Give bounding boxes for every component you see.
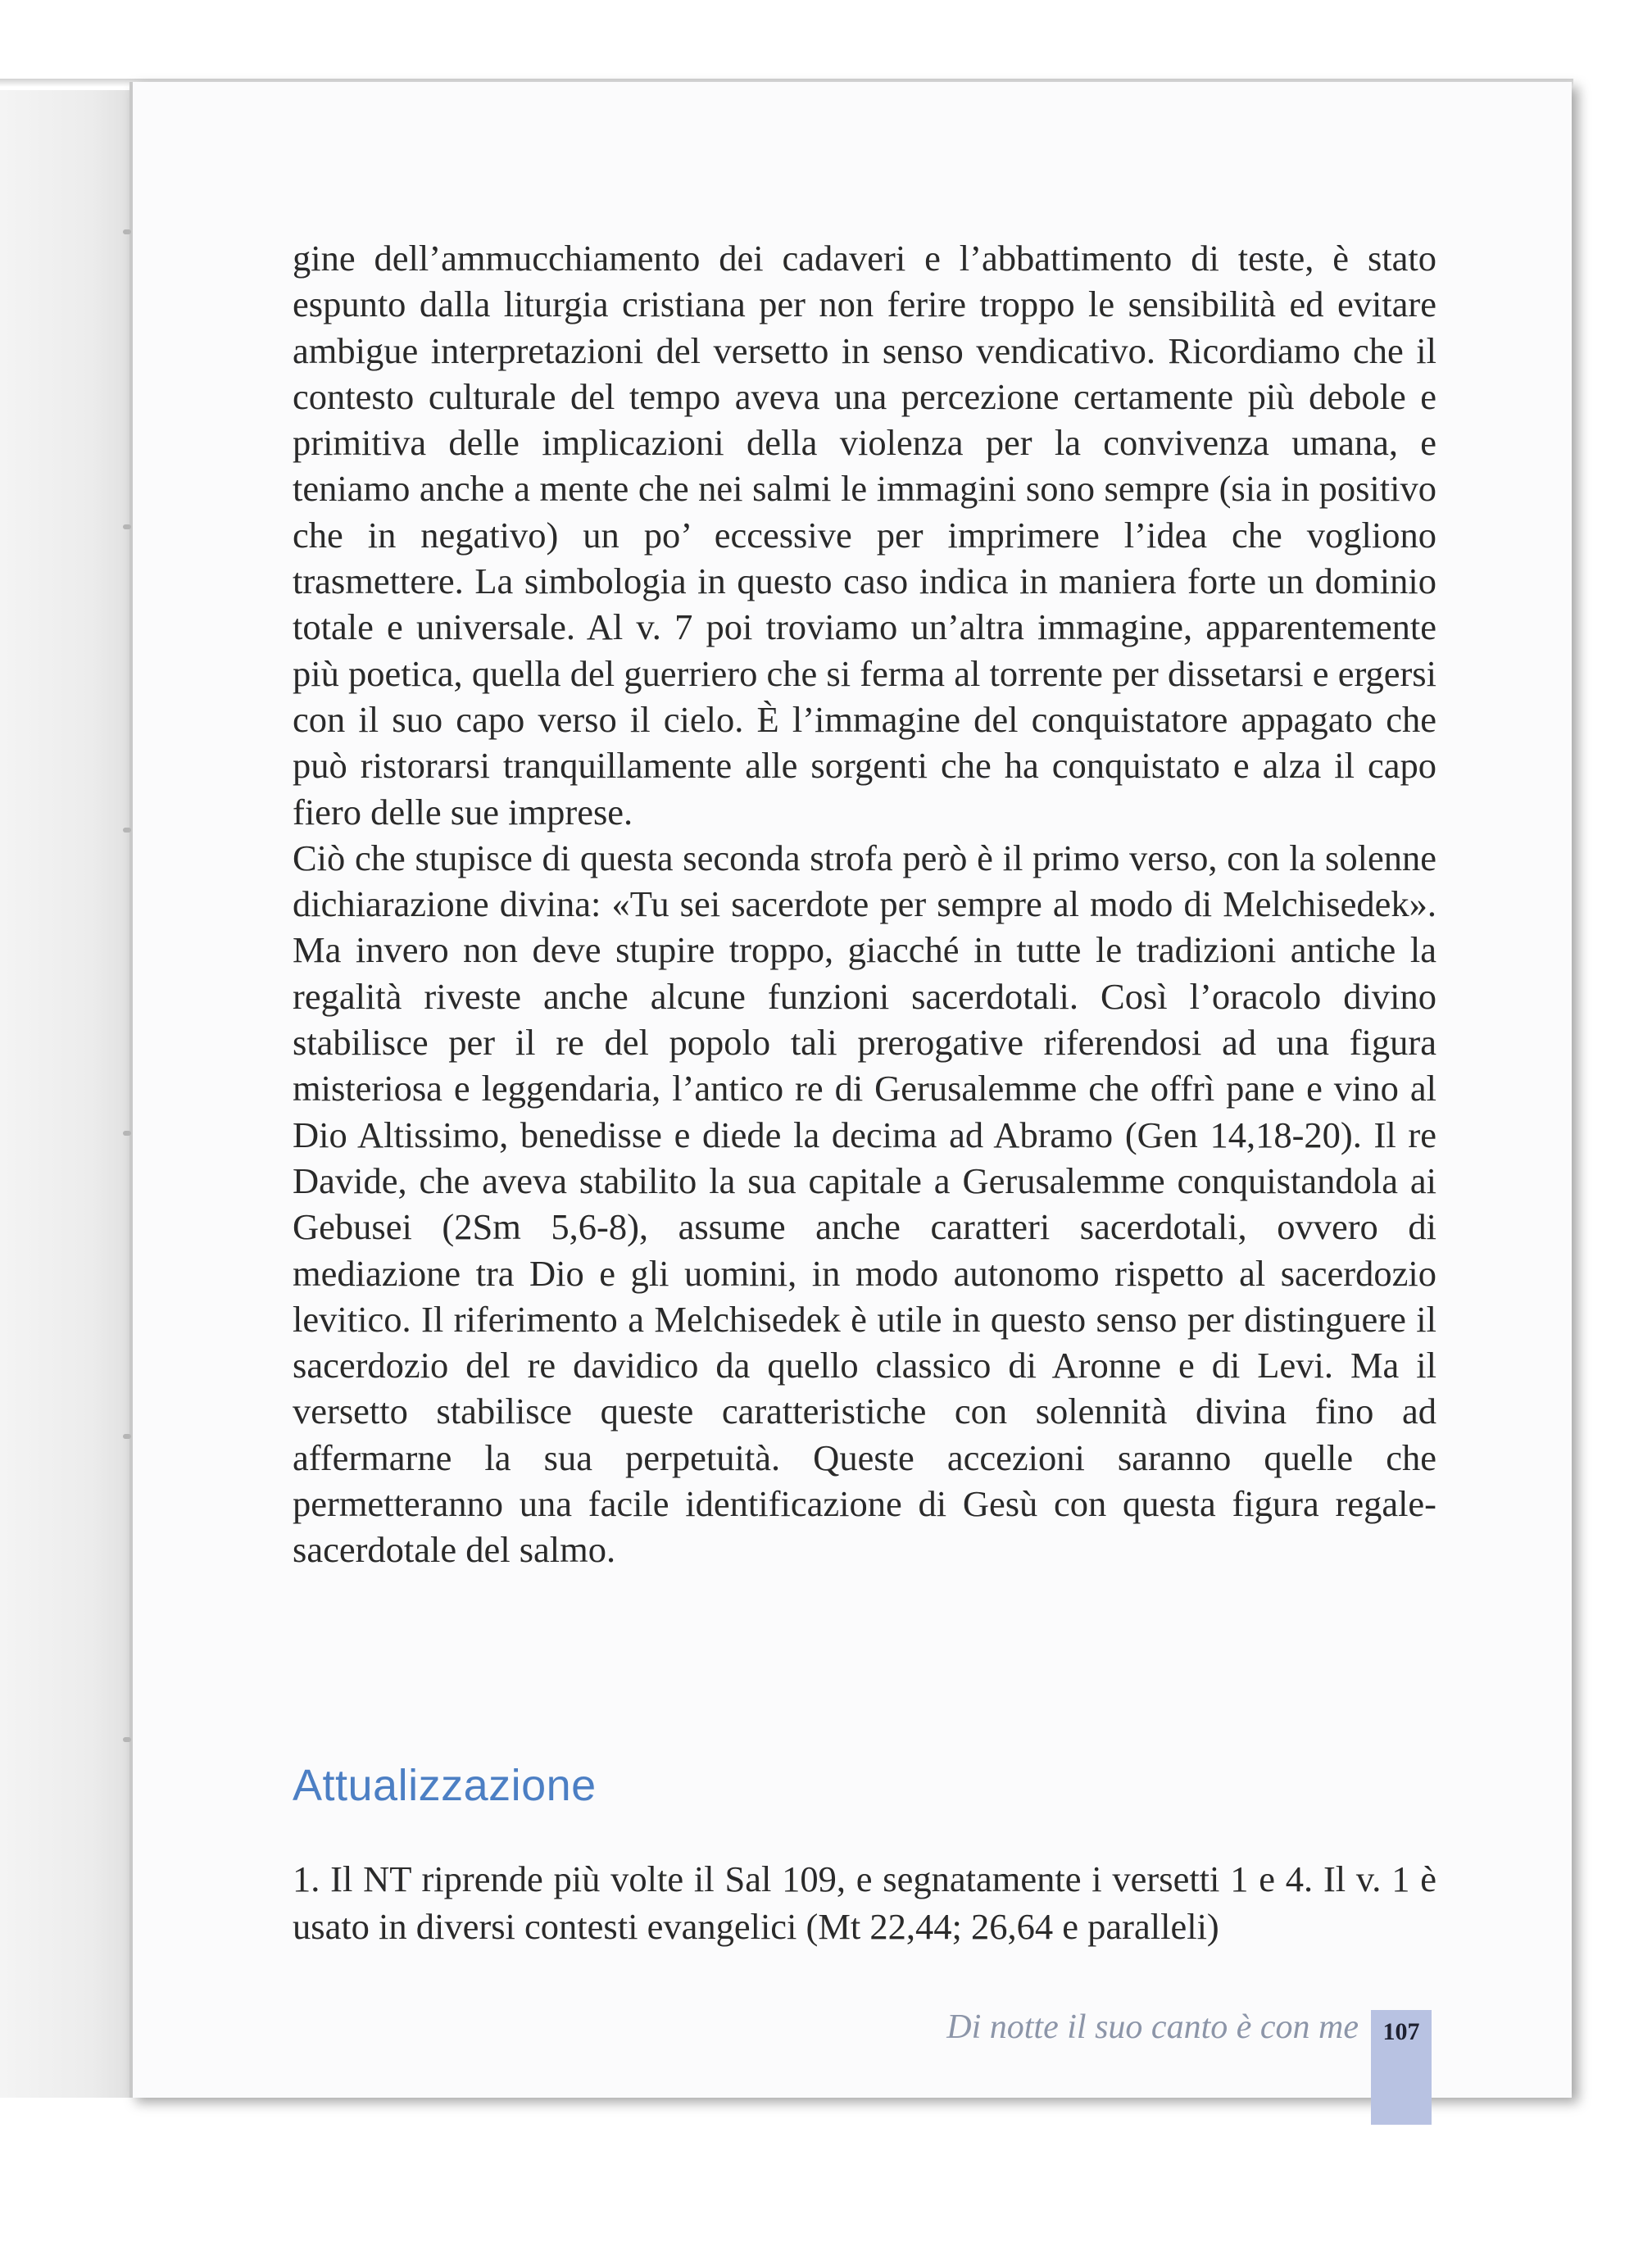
section-heading: Attualizzazione [293,1761,597,1810]
page-number: 107 [1382,2018,1420,2045]
binding-stitch [123,1434,131,1439]
section-paragraph-1: 1. Il NT riprende più volte il Sal 109, e segnatamente i versetti 1 e 4. Il v. 1 è usato in diversi contesti evangelici (Mt 22,44; 26,64 e paralleli) [293,1858,1436,1947]
body-text [293,235,1436,1573]
section-text [293,1855,1436,1950]
binding-stitch [123,1131,131,1136]
book-spine [129,82,133,2098]
running-title: Di notte il suo canto è con me [946,2008,1359,2046]
body-paragraph-1: gine dell’ammucchiamento dei cadaveri e l’abbattimento di teste, è stato espunto dalla liturgia cristiana per non ferire troppo le sensibilità ed evitare ambigue interpretazioni del versetto in senso vendicativo. Ricordiamo che il contesto culturale del tempo aveva una percezione certamente più debole e primitiva delle implicazioni della violenza per la convivenza umana, e teniamo anche a mente che nei salmi le immagini sono sempre (sia in positivo che in negativo) un po’ eccessive per imprimere l’idea che vogliono trasmettere. La simbologia in questo caso indica in maniera forte un dominio totale e universale. Al v. 7 poi troviamo un’altra immagine, apparentemente più poetica, quella del guerriero che si ferma al torrente per dissetarsi e ergersi con il suo capo verso il cielo. È l’immagine del conquistatore appagato che può ristorarsi tranquillamente alle sorgenti che ha conquistato e alza il capo fiero delle sue imprese. [293,238,1436,833]
binding-stitch [123,828,131,833]
left-page-edge [0,90,131,2098]
binding-stitch [123,1737,131,1742]
binding-stitch [123,229,131,234]
body-paragraph-2: Ciò che stupisce di questa seconda strofa però è il primo verso, con la solenne dichiarazione divina: «Tu sei sacerdote per sempre al modo di Melchisedek». Ma invero non deve stupire troppo, giacché in tutte le tradizioni antiche la regalità riveste anche alcune funzioni sacerdotali. Così l’oracolo divino stabilisce per il re del popolo tali prerogative riferendosi ad una figura misteriosa e leggendaria, l’antico re di Gerusalemme che offrì pane e vino al Dio Altissimo, benedisse e diede la decima ad Abramo (Gen 14,18-20). Il re Davide, che aveva stabilito la sua capitale a Gerusalemme conquistandola ai Gebusei (2Sm 5,6-8), assume anche caratteri sacerdotali, ovvero di mediazione tra Dio e gli uomini, in modo autonomo rispetto al sacerdozio levitico. Il riferimento a Melchisedek è utile in questo senso per distinguere il sacerdozio del re davidico da quello classico di Aronne e di Levi. Ma il versetto stabilisce queste caratteristiche con solennità divina fino ad affermarne la sua perpetuità. Queste accezioni saranno quelle che permetteranno una facile identificazione di Gesù con questa figura regale-sacerdotale del salmo. [293,837,1436,1571]
binding-stitch [123,524,131,529]
